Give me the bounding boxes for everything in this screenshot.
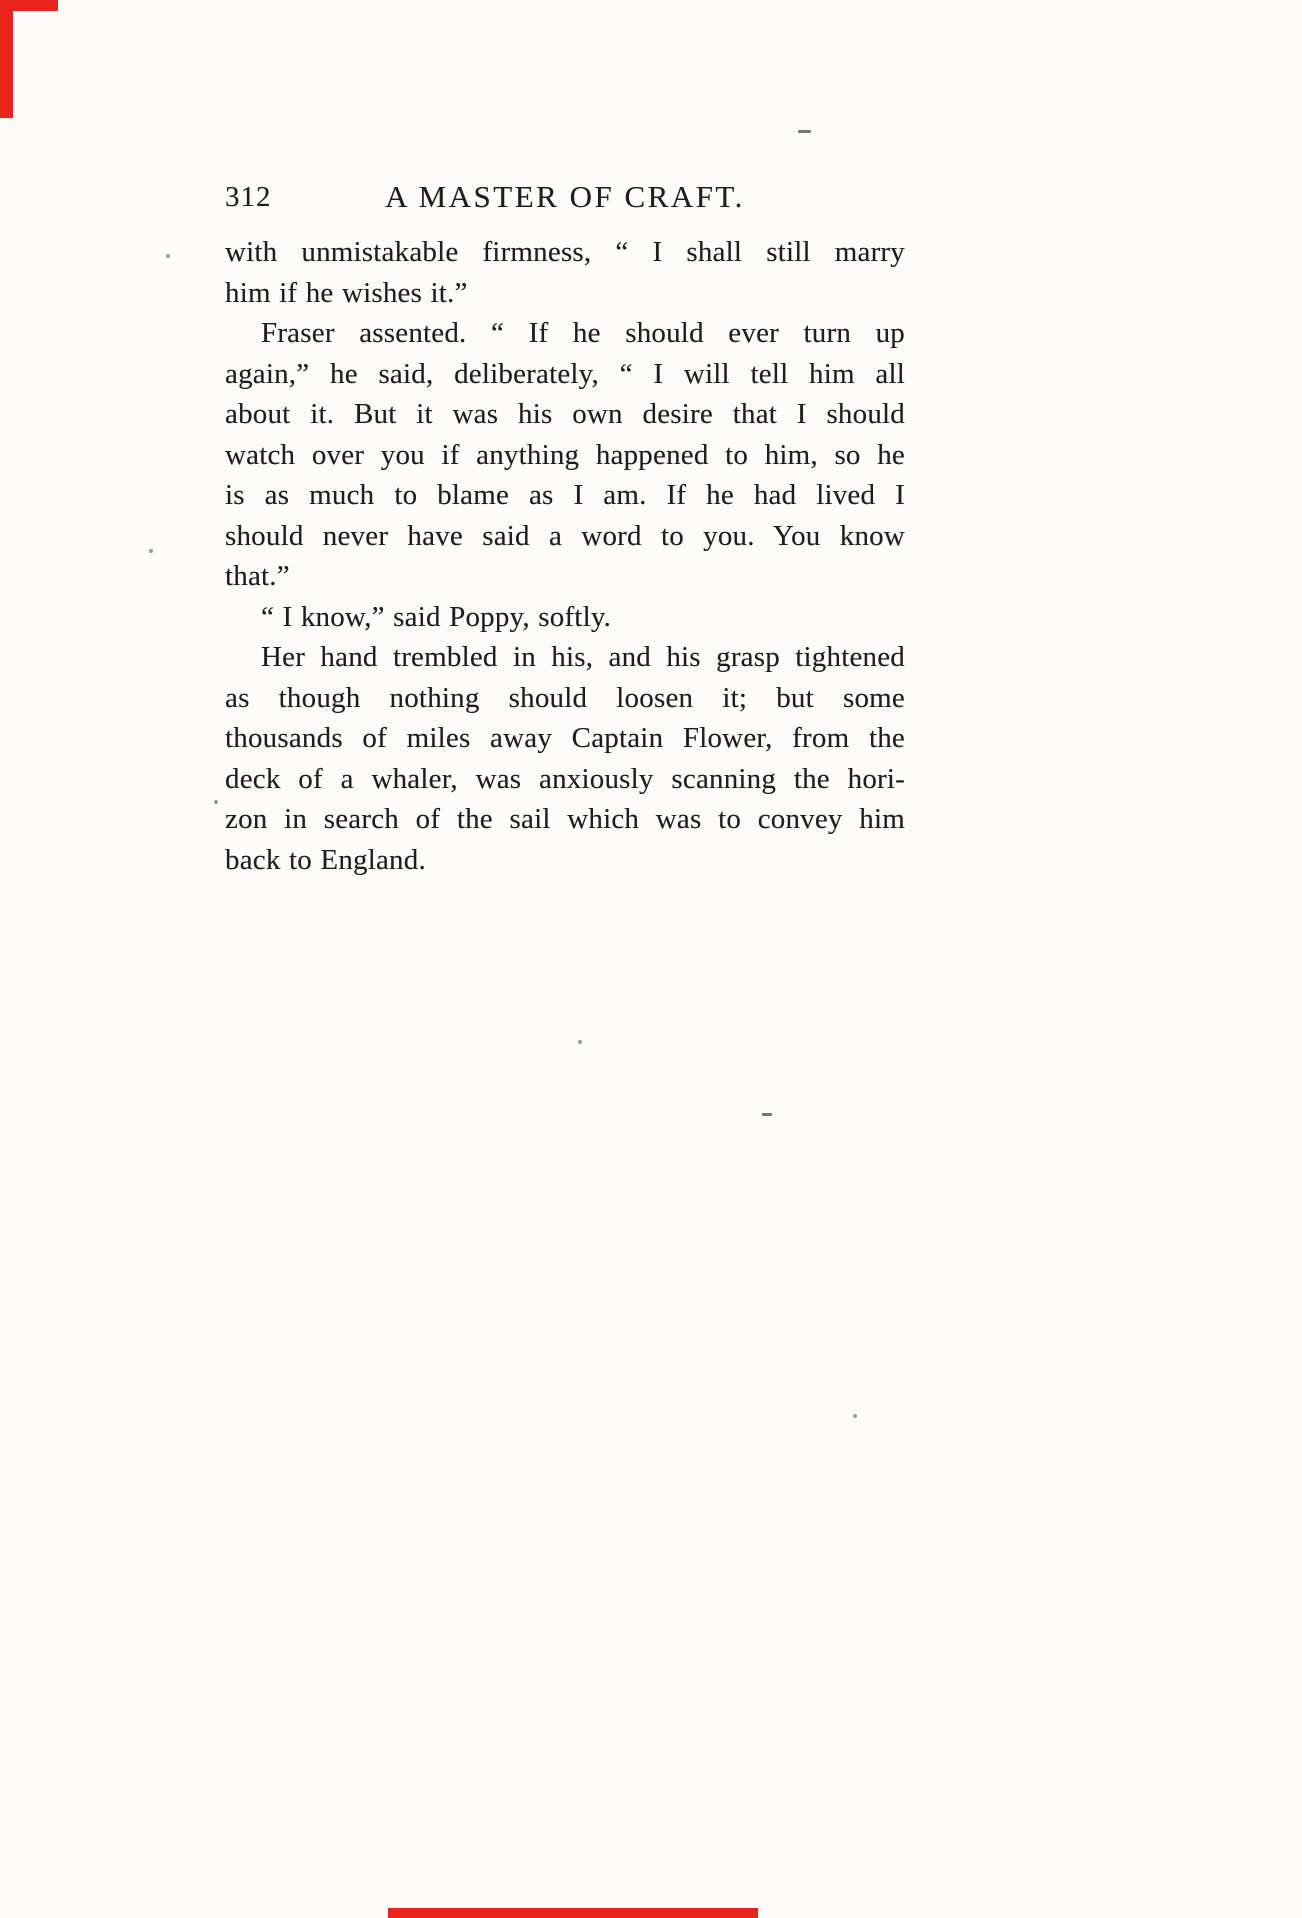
paragraph bbox=[225, 637, 905, 880]
paragraph bbox=[225, 313, 905, 597]
scan-artifact-left-edge bbox=[0, 0, 13, 118]
scan-speck bbox=[214, 800, 218, 804]
scan-speck bbox=[166, 254, 170, 258]
page-number: 312 bbox=[225, 181, 272, 213]
scan-speck bbox=[578, 1040, 582, 1044]
scan-artifact-bottom-edge bbox=[388, 1908, 758, 1918]
scan-speck bbox=[762, 1113, 772, 1116]
paragraph bbox=[225, 232, 905, 313]
text-line: Her hand trembled in his, and his grasp tightened bbox=[261, 641, 905, 673]
scan-artifact-top-edge bbox=[0, 0, 58, 11]
page-content bbox=[225, 176, 905, 880]
paragraph bbox=[225, 597, 905, 638]
page-text bbox=[225, 232, 905, 880]
page-header bbox=[225, 176, 905, 218]
text-line: that.” bbox=[225, 560, 290, 592]
text-line: him if he wishes it.” bbox=[225, 276, 468, 309]
text-line: again,” he said, deliberately, “ I will tell him all bbox=[225, 357, 905, 390]
text-line: as though nothing should loosen it; but some bbox=[225, 681, 905, 714]
text-line: back to England. bbox=[225, 843, 426, 876]
text-line: with unmistakable firmness, “ I shall still marry bbox=[225, 236, 905, 268]
text-line: zon in search of the sail which was to convey him bbox=[225, 803, 905, 835]
text-line: about it. But it was his own desire that I should bbox=[225, 398, 905, 430]
page-title: A MASTER OF CRAFT. bbox=[385, 179, 745, 214]
text-line: is as much to blame as I am. If he had lived I bbox=[225, 479, 905, 511]
text-line: Fraser assented. “ If he should ever turn up bbox=[261, 317, 905, 349]
scan-speck bbox=[853, 1414, 857, 1418]
text-line: deck of a whaler, was anxiously scanning the hori- bbox=[225, 762, 905, 795]
scan-speck bbox=[798, 130, 811, 133]
scan-speck bbox=[149, 549, 153, 553]
text-line: should never have said a word to you. You know bbox=[225, 519, 905, 552]
text-line: thousands of miles away Captain Flower, from the bbox=[225, 722, 905, 754]
text-line: watch over you if anything happened to him, so he bbox=[225, 438, 905, 471]
text-line: “ I know,” said Poppy, softly. bbox=[261, 600, 612, 633]
